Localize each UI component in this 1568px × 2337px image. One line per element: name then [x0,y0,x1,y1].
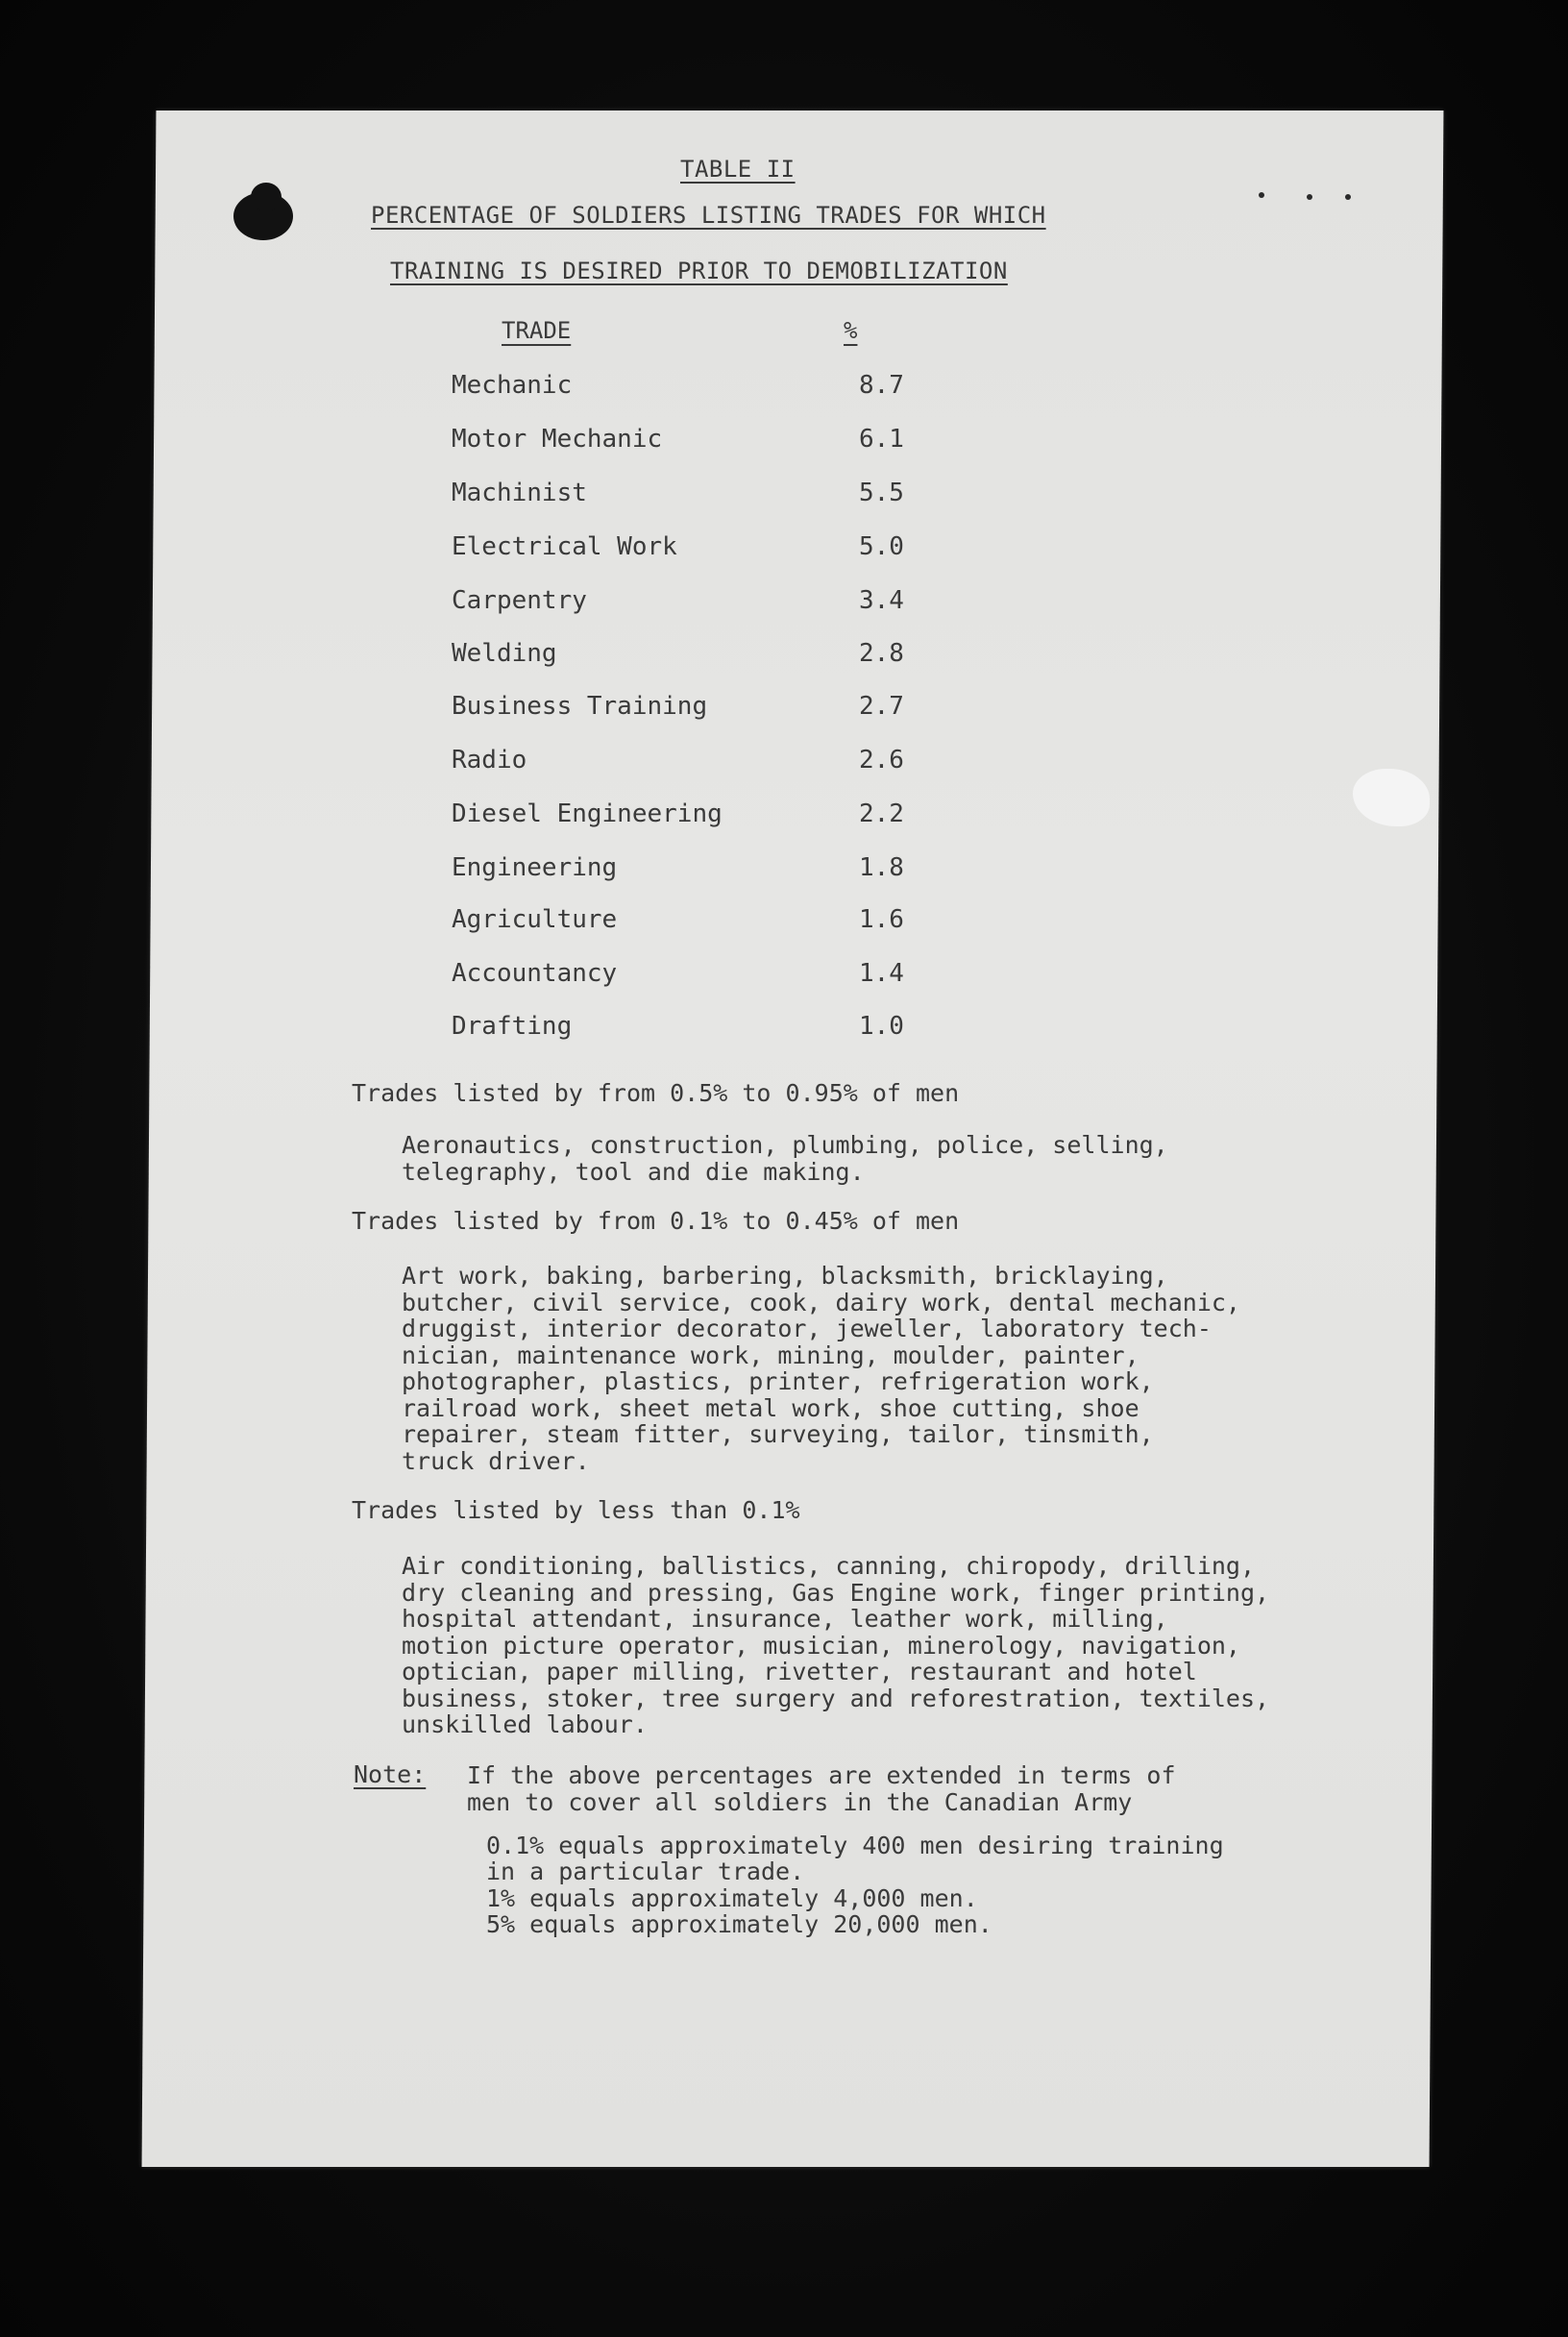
table-row [452,425,951,463]
trade-percent: 8.7 [859,371,904,400]
trade-percent: 1.8 [859,853,904,882]
column-header-percent: % [844,317,858,344]
table-row [452,371,951,409]
title-line-2: TRAINING IS DESIRED PRIOR TO DEMOBILIZATION [390,258,1008,284]
title-line-1: PERCENTAGE OF SOLDIERS LISTING TRADES FOR WHICH [371,202,1046,229]
trade-percent: 1.6 [859,905,904,934]
trade-name: Welding [452,639,557,668]
trade-name: Drafting [452,1012,573,1041]
section-heading-less-than-0.1: Trades listed by less than 0.1% [352,1496,800,1524]
trade-percent: 1.4 [859,959,904,988]
table-row [452,905,951,944]
trade-percent: 3.4 [859,586,904,615]
trade-name: Carpentry [452,586,587,615]
trade-name: Agriculture [452,905,618,934]
dust-speck [1307,194,1312,200]
note-item-5-percent: 5% equals approximately 20,000 men. [486,1910,992,1938]
section-body-0.5-to-0.95: Aeronautics, construction, plumbing, police, selling, telegraphy, tool and die making. [402,1131,1168,1186]
column-header-trade: TRADE [502,317,572,344]
trade-name: Electrical Work [452,532,677,561]
table-row [452,586,951,625]
section-heading-0.1-to-0.45: Trades listed by from 0.1% to 0.45% of men [352,1207,960,1235]
trade-percent: 6.1 [859,425,904,454]
trade-name: Mechanic [452,371,573,400]
section-body-less-than-0.1: Air conditioning, ballistics, canning, chiropody, drilling, dry cleaning and pressing, Gas Engine work, finger printing, hospital attendant, insurance, leather work, milling, motion picture operator, musician, minerology, navigation, optician, paper milling, rivetter, restaurant and hotel business, stoker, tree surgery and reforestration, textiles, unskilled labour. [402,1552,1270,1738]
trade-name: Motor Mechanic [452,425,663,454]
table-row [452,639,951,677]
trade-name: Machinist [452,479,587,507]
table-label: TABLE II [680,156,796,183]
ink-blot-mark [233,192,293,240]
table-row [452,692,951,730]
table-row [452,479,951,517]
note-label: Note: [354,1760,427,1788]
note-item-0.1-percent: 0.1% equals approximately 400 men desiring training in a particular trade. [486,1832,1224,1885]
section-heading-0.5-to-0.95: Trades listed by from 0.5% to 0.95% of men [352,1079,960,1107]
table-row [452,746,951,784]
trade-percent: 2.2 [859,800,904,828]
table-row [452,1012,951,1050]
table-row [452,800,951,838]
dust-speck [1259,192,1264,198]
trade-name: Diesel Engineering [452,800,723,828]
trade-name: Engineering [452,853,618,882]
trade-percent: 2.8 [859,639,904,668]
trade-name: Radio [452,746,527,775]
table-row [452,853,951,892]
trade-percent: 5.5 [859,479,904,507]
table-row [452,532,951,571]
trade-percent: 5.0 [859,532,904,561]
table-row [452,959,951,997]
trade-percent: 2.6 [859,746,904,775]
note-item-1-percent: 1% equals approximately 4,000 men. [486,1884,978,1912]
note-intro: If the above percentages are extended in terms of men to cover all soldiers in the Canadian Army [467,1761,1176,1816]
trade-percent: 2.7 [859,692,904,721]
trade-name: Accountancy [452,959,618,988]
dust-speck [1345,194,1351,200]
trade-percent: 1.0 [859,1012,904,1041]
section-body-0.1-to-0.45: Art work, baking, barbering, blacksmith, bricklaying, butcher, civil service, cook, dairy work, dental mechanic, druggist, interior decorator, jeweller, laboratory tech- nician, maintenance work, mining, moulder, painter, photographer, plastics, printer, refrigeration work, railroad work, sheet metal work, shoe cutting, shoe repairer, steam fitter, surveying, tailor, tinsmith, truck driver. [402,1262,1240,1475]
trade-name: Business Training [452,692,708,721]
